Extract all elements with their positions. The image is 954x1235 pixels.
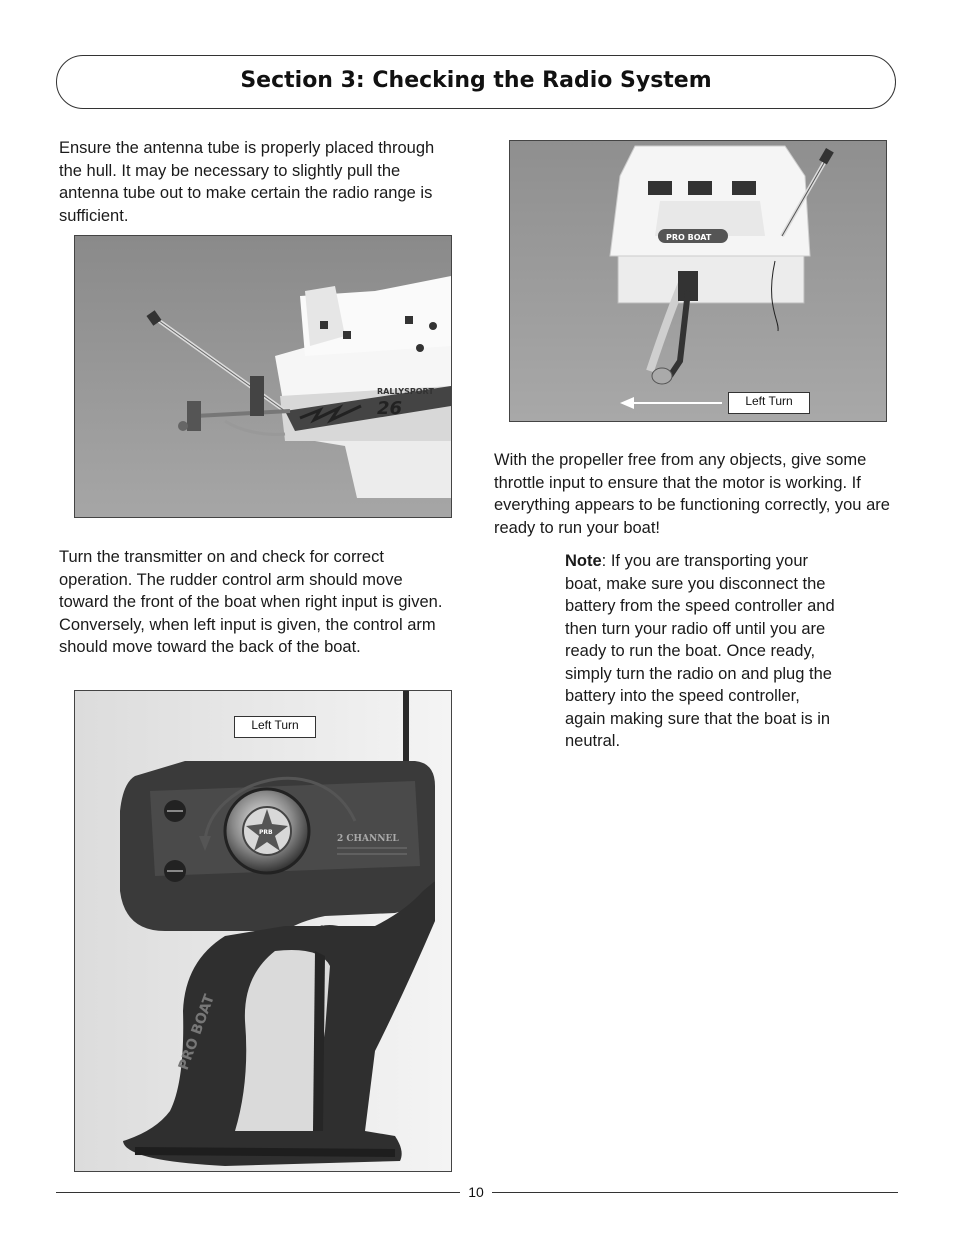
- channel-label: 2 CHANNEL: [337, 834, 399, 844]
- rear-left-turn-callout: [728, 392, 810, 414]
- note-text-wrapper: [565, 550, 841, 753]
- boat-number-logo: 26: [377, 398, 403, 419]
- transmitter-photo: [74, 690, 452, 1172]
- footer-rule-right: [492, 1192, 898, 1193]
- boat-brand-logo: PRO BOAT: [666, 233, 712, 242]
- transmitter-text: Turn the transmitter on and check for correct operation. The rudder control arm should move toward the front of the boat when right input is given. Conversely, when left input is given, the control arm should move toward the back of the boat.: [59, 548, 443, 656]
- antenna-text: Ensure the antenna tube is properly placed through the hull. It may be necessary to slightly pull the antenna tube out to make certain the radio range is sufficient.: [59, 139, 435, 225]
- transmitter-left-turn-callout: [234, 716, 316, 738]
- rear-callout-label: Left Turn: [745, 394, 793, 408]
- propeller-text: With the propeller free from any objects, give some throttle input to ensure that the motor is working. If everything appears to be functioning correctly, you are ready to run your boat!: [494, 451, 890, 537]
- page-number: 10: [468, 1184, 484, 1200]
- note-label: Note: [565, 552, 602, 570]
- footer-rule-left: [56, 1192, 460, 1193]
- boat-model-logo: RALLYSPORT: [377, 387, 434, 396]
- section-title: Section 3: Checking the Radio System: [240, 68, 712, 93]
- transmitter-paragraph: [59, 546, 449, 659]
- transmitter-brand-logo: PRO BOAT: [175, 992, 218, 1073]
- antenna-paragraph: [59, 137, 439, 227]
- note-block: [565, 550, 841, 753]
- section-header: [56, 55, 896, 109]
- boat-side-photo: [74, 235, 452, 518]
- note-text: : If you are transporting your boat, make sure you disconnect the battery from the speed controller and then turn your radio off until you are ready to run the boat. Once ready, simply turn the radio on and plug the battery into the speed controller, again making sure that the boat is in neutral.: [565, 552, 835, 750]
- boat-rear-photo: [509, 140, 887, 422]
- transmitter-callout-label: Left Turn: [251, 718, 299, 732]
- wheel-badge: PRB: [259, 829, 273, 836]
- propeller-paragraph: [494, 449, 898, 539]
